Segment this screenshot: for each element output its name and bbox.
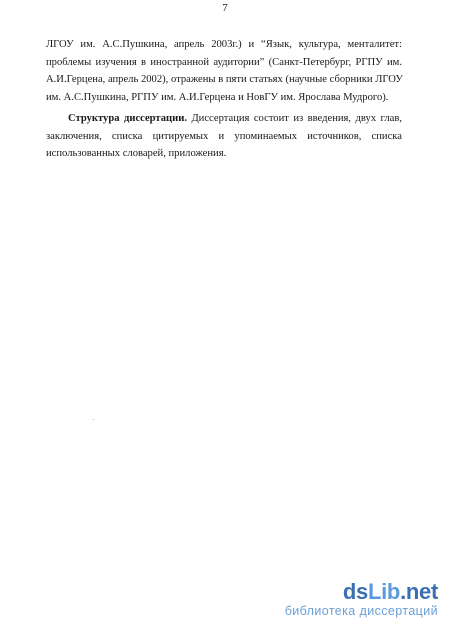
watermark-subtitle: библиотека диссертаций bbox=[284, 604, 438, 618]
watermark bbox=[285, 580, 438, 619]
logo-text-net: .net bbox=[400, 579, 438, 604]
text-fragment: Диссертация состоит из введения, двух глав, bbox=[187, 113, 402, 124]
text-line: заключения, списка цитируемых и упоминаемых источников, списка bbox=[46, 130, 402, 142]
text-line: ЛГОУ им. А.С.Пушкина, апрель 2003г.) и “Язык, культура, менталитет: bbox=[46, 39, 402, 50]
paragraph-structure bbox=[46, 110, 402, 163]
paragraph-publications bbox=[46, 36, 402, 106]
text-line: проблемы изучения в иностранной аудитории” (Санкт-Петербург, РГПУ им. bbox=[46, 56, 402, 68]
logo-text-ds: ds bbox=[342, 579, 368, 604]
text-line: использованных словарей, приложения. bbox=[46, 148, 227, 159]
section-heading: Структура диссертации. bbox=[68, 113, 188, 124]
text-line: А.И.Герцена, апрель 2002), отражены в пяти статьях (научные сборники ЛГОУ bbox=[46, 74, 403, 85]
watermark-logo bbox=[285, 580, 438, 604]
text-line bbox=[46, 110, 402, 128]
scan-speck bbox=[93, 419, 94, 420]
text-line: им. А.С.Пушкина, РГПУ им. А.И.Герцена и НовГУ им. Ярослава Мудрого). bbox=[46, 91, 389, 103]
logo-text-lib: Lib bbox=[367, 579, 401, 604]
page-number: 7 bbox=[222, 2, 228, 14]
